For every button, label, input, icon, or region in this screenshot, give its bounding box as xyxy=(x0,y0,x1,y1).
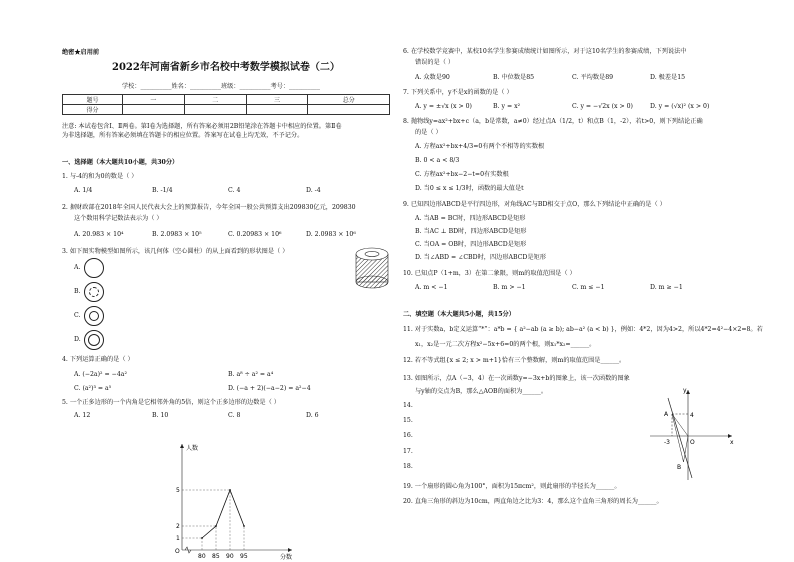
q7-option-c[interactable]: C. y = −√2x (x > 0) xyxy=(572,103,633,110)
q5-option-b[interactable]: B. 10 xyxy=(152,412,169,419)
q11-line-1: 11. 对于实数a，b定义运算“*”：a*b = { a²−ab (a ≥ b); ab−a² (a < b) }，例如：4*2，因为4>2，所以4*2=4²−4×2=8。若 xyxy=(403,326,763,333)
x-tick-label: 85 xyxy=(212,553,220,560)
exam-title: 2022年河南省新乡市名校中考数学模拟试卷（二） xyxy=(112,62,340,73)
q7-option-d[interactable]: D. y = (√x)² (x > 0) xyxy=(650,103,710,110)
notice-line-2: 为非选择题，所有答案必须填在答题卡的相应位置。答案写在试卷上均无效，不予记分。 xyxy=(62,132,304,139)
q9-option-d[interactable]: D. 当∠ABD = ∠CBD时，四边形ABCD是矩形 xyxy=(415,254,546,261)
q8-option-b[interactable]: B. 0 < a < 8/3 xyxy=(415,157,460,164)
score-cell: 总分 xyxy=(308,95,390,105)
q13-line-2: 与y轴的交点为B，那么△AOB的面积为______。 xyxy=(415,388,548,395)
q6-option-c[interactable]: C. 平均数是89 xyxy=(572,74,614,81)
q9-option-b[interactable]: B. 当AC ⊥ BD时，四边形ABCD是矩形 xyxy=(415,228,527,235)
q5-option-a[interactable]: A. 12 xyxy=(74,412,91,419)
data-point xyxy=(229,489,231,491)
q10-stem: 10. 已知点P（1+m，3）在第二象限，则m的取值范围是（ ） xyxy=(403,270,576,277)
blank-number: 17. xyxy=(403,448,413,455)
point-b-label: B xyxy=(677,464,682,471)
q6-option-a[interactable]: A. 众数是90 xyxy=(415,74,450,81)
q20-text: 20. 直角三角形的斜边为10cm，两直角边之比为3：4，那么这个直角三角形的周长为______。 xyxy=(403,498,663,505)
q8-option-d[interactable]: D. 当0 ≤ x ≤ 1/3时，函数的最大值是t xyxy=(415,185,524,192)
circle-option-a[interactable] xyxy=(84,258,104,278)
q9-option-a[interactable]: A. 当AB = BC时，四边形ABCD是矩形 xyxy=(415,215,526,222)
q10-option-a[interactable]: A. m < −1 xyxy=(415,284,448,291)
q1-option-c[interactable]: C. 4 xyxy=(228,187,241,194)
data-point xyxy=(201,537,203,539)
blank-number: 16. xyxy=(403,432,413,439)
score-line-chart xyxy=(160,440,300,560)
q5-option-c[interactable]: C. 8 xyxy=(228,412,241,419)
data-point xyxy=(215,525,217,527)
score-cell: 二 xyxy=(184,95,246,105)
q2-option-a[interactable]: A. 20.983 × 10⁴ xyxy=(74,231,124,238)
q7-stem: 7. 下列关系中，y不是x的函数的是（ ） xyxy=(403,89,513,96)
notice-line-1: 注意: 本试卷包含Ⅰ、Ⅱ两卷。第Ⅰ卷为选择题，所有答案必须用2B铅笔涂在答题卡中相应的位置。第Ⅱ卷 xyxy=(62,123,342,130)
secret-mark: 绝密★启用前 xyxy=(62,49,100,56)
data-point xyxy=(243,525,245,527)
q6-stem-1: 6. 在学校数学竞赛中，某校10名学生参赛成绩统计如图所示，对于这10名学生的参赛成绩，下列说法中 xyxy=(403,48,687,55)
x-tick-label: 95 xyxy=(240,553,248,560)
q9-stem: 9. 已知四边形ABCD是平行四边形，对角线AC与BD相交于点O，那么下列结论中正确的是（ ） xyxy=(403,201,666,208)
x-tick-label: 80 xyxy=(198,553,206,560)
x-axis-label: 分数 xyxy=(280,554,293,560)
section2-heading: 二、填空题（本大题共5小题，共15分） xyxy=(403,311,515,318)
q3-option-d-label[interactable]: D. xyxy=(74,336,81,343)
q1-stem: 1. 与-4的和为0的数是（ ） xyxy=(62,173,138,180)
score-cell: 得分 xyxy=(63,105,123,115)
score-cell[interactable] xyxy=(184,105,246,115)
q7-option-a[interactable]: A. y = ±√x (x > 0) xyxy=(415,103,472,110)
q3-stem: 3. 如下图实物模型如图所示，该几何体（空心圆柱）的从上面看到的形状图是（ ） xyxy=(62,248,289,255)
q3-option-b-label[interactable]: B. xyxy=(74,288,81,295)
y-tick-label: 2 xyxy=(176,523,180,530)
q6-stem-2: 错误的是（ ） xyxy=(415,59,455,66)
q5-option-d[interactable]: D. 6 xyxy=(306,412,319,419)
x-tick-label: 90 xyxy=(226,553,234,560)
dashed-inner-circle xyxy=(89,287,99,297)
q2-option-b[interactable]: B. 2.0983 × 10⁵ xyxy=(152,231,202,238)
score-table xyxy=(62,94,390,115)
q1-option-b[interactable]: B. -1/4 xyxy=(152,187,173,194)
x-axis-arrow xyxy=(288,548,292,552)
q8-stem-2: 的是（ ） xyxy=(415,129,442,136)
q8-option-c[interactable]: C. 方程ax²+bx−2−t=0有实数根 xyxy=(415,171,509,178)
origin-label: O xyxy=(175,548,180,555)
q19-text: 19. 一个扇形的圆心角为100°，面积为15πcm²，则此扇形的半径长为______。 xyxy=(403,483,621,490)
y-tick-label: 1 xyxy=(176,535,180,542)
q13-function-graph xyxy=(640,384,740,484)
q6-option-d[interactable]: D. 极差是15 xyxy=(650,74,686,81)
solid-inner-circle xyxy=(89,311,99,321)
x-axis-label: x xyxy=(730,439,734,446)
solid-inner-circle xyxy=(88,334,100,346)
q3-option-a-label[interactable]: A. xyxy=(74,264,81,271)
score-cell: 三 xyxy=(246,95,308,105)
q2-stem-1: 2. 据财政部在2018年全国人民代表大会上的预算报告，今年全国一般公共预算支出209830亿元，209830 xyxy=(62,204,356,211)
q10-option-b[interactable]: B. m > −1 xyxy=(493,284,526,291)
q2-option-d[interactable]: D. 2.0983 × 10⁶ xyxy=(306,231,356,238)
point-a-label: A xyxy=(664,411,669,418)
q4-option-a[interactable]: A. (−2a)² = −4a² xyxy=(74,371,127,378)
tick-neg3-label: -3 xyxy=(664,439,670,446)
q10-option-c[interactable]: C. m ≤ −1 xyxy=(572,284,605,291)
q4-stem: 4. 下列运算正确的是（ ） xyxy=(62,356,134,363)
q7-option-b[interactable]: B. y = x² xyxy=(493,103,521,110)
blank-number: 15. xyxy=(403,417,413,424)
q3-option-c-label[interactable]: C. xyxy=(74,312,81,319)
score-cell[interactable] xyxy=(122,105,184,115)
q12-text: 12. 若不等式组{x ≤ 2; x > m+1}恰有三个整数解，则m的取值范围是______。 xyxy=(403,357,626,364)
blank-number: 18. xyxy=(403,463,413,470)
q1-option-a[interactable]: A. 1/4 xyxy=(74,187,93,194)
q11-line-2: x₁，x₂是一元二次方程x²−5x+6=0的两个根，则x₁*x₂=______。 xyxy=(415,341,596,348)
origin-label: O xyxy=(690,439,695,446)
q8-stem-1: 8. 抛物线y=ax²+bx+c（a，b是常数，a≠0）经过点A（1/2，t）和点B（1，-2），若t>0，则下列结论正确 xyxy=(403,118,703,125)
q10-option-d[interactable]: D. m ≥ −1 xyxy=(650,284,683,291)
y-axis-label: 人数 xyxy=(186,445,199,452)
q2-stem-2: 这个数用科学记数法表示为（ ） xyxy=(74,215,163,222)
q4-option-b[interactable]: B. a⁸ ÷ a² = a⁴ xyxy=(228,371,274,378)
q9-option-c[interactable]: C. 当OA = OB时，四边形ABCD是矩形 xyxy=(415,241,527,248)
score-cell[interactable] xyxy=(246,105,308,115)
series-line xyxy=(202,490,244,538)
q4-option-d[interactable]: D. (−a + 2)(−a−2) = a²−4 xyxy=(228,385,311,392)
score-cell: 题号 xyxy=(63,95,123,105)
y-axis-label: y xyxy=(683,387,687,394)
score-cell[interactable] xyxy=(308,105,390,115)
blank-number: 14. xyxy=(403,402,413,409)
hollow-cylinder-figure xyxy=(352,246,392,292)
q6-option-b[interactable]: B. 中位数是85 xyxy=(493,74,535,81)
y-tick-label: 5 xyxy=(176,487,180,494)
q4-option-c[interactable]: C. (a²)³ = a⁵ xyxy=(74,385,112,392)
score-cell: 一 xyxy=(122,95,184,105)
q13-line-1: 13. 如图所示，点A（−3，4）在一次函数y=−3x+b的图象上，该一次函数的图象 xyxy=(403,375,630,382)
y-axis-arrow xyxy=(180,444,184,448)
q8-option-a[interactable]: A. 方程ax²+bx+4/3=0有两个不相等的实数根 xyxy=(415,143,545,150)
student-info: 学校：__________姓名：__________班级：__________考号：__________ xyxy=(122,83,320,90)
section1-heading: 一、选择题（本大题共10小题，共30分） xyxy=(62,159,179,166)
q5-stem: 5. 一个正多边形的一个内角是它相邻外角的5倍，则这个正多边形的边数是（ ） xyxy=(62,399,280,406)
tick-4-label: 4 xyxy=(690,412,694,419)
q1-option-d[interactable]: D. -4 xyxy=(306,187,321,194)
q2-option-c[interactable]: C. 0.20983 × 10⁶ xyxy=(228,231,282,238)
